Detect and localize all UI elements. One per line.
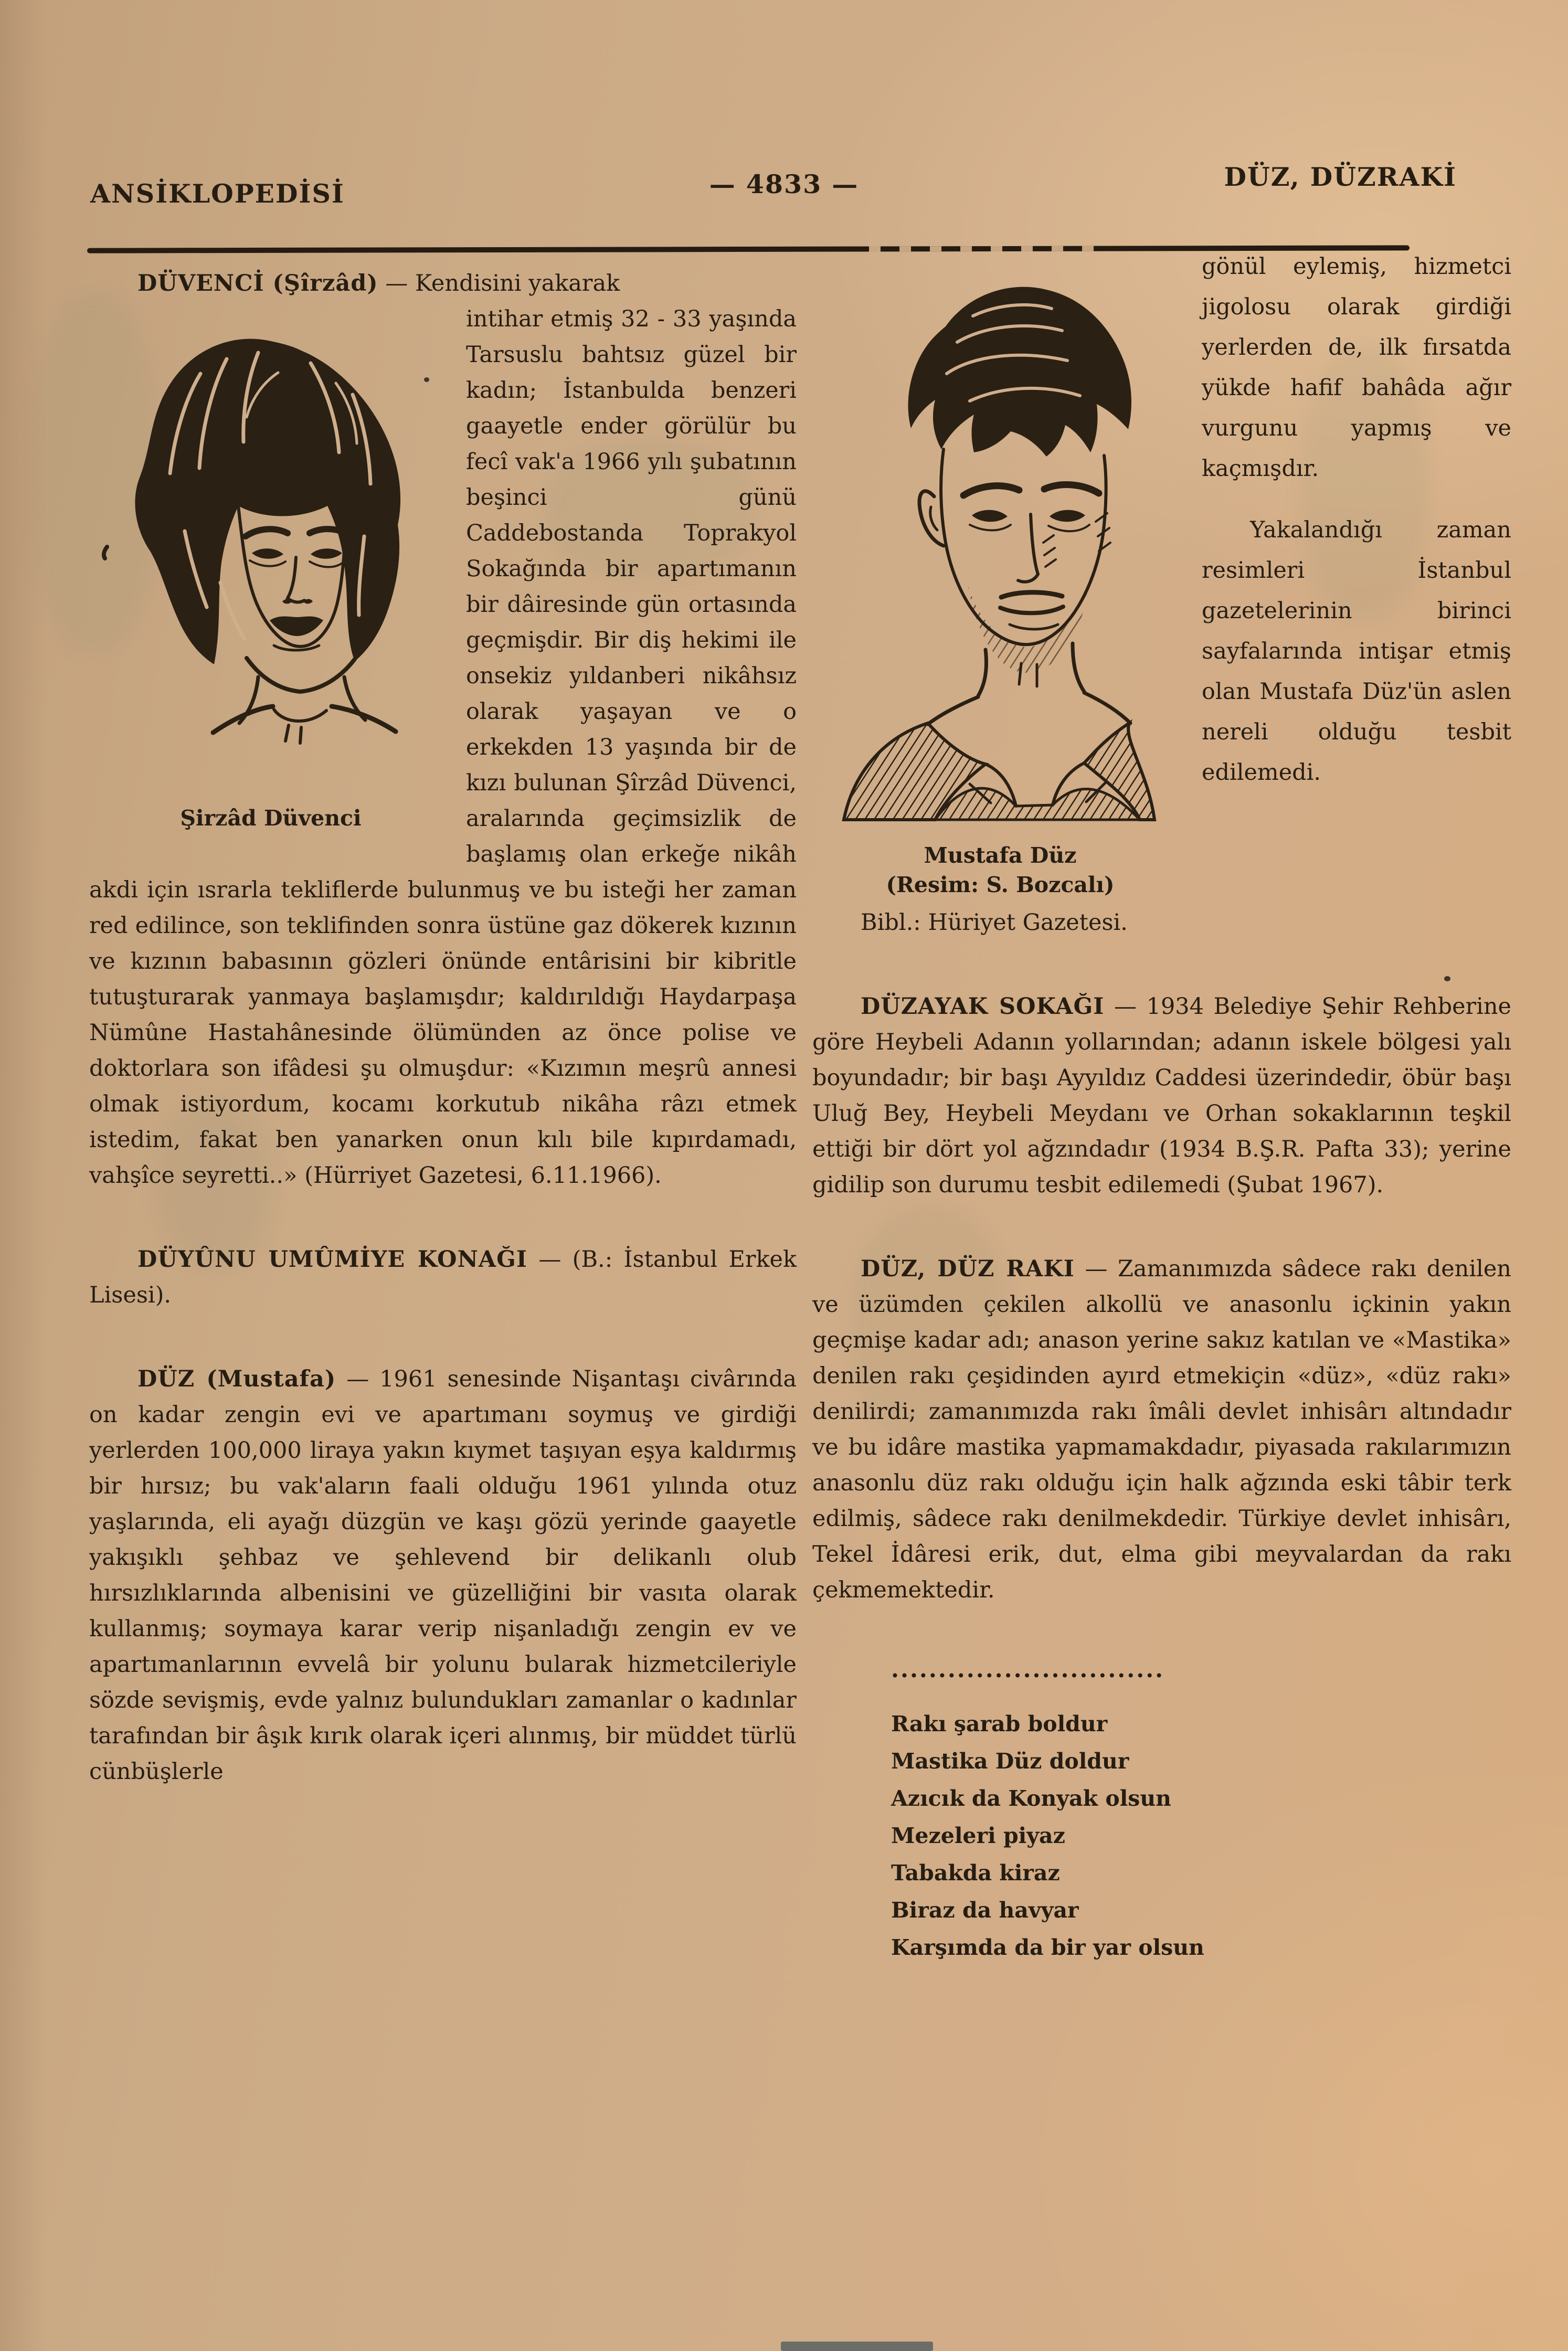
woman-portrait-sketch <box>89 310 452 785</box>
verse-line: Mezeleri piyaz <box>891 1823 1065 1848</box>
entry-body-duvenci: intihar etmiş 32 - 33 yaşında Tarsuslu bahtsız güzel bir kadın; İstanbulda benzeri gaayetle ender görülür bu fecî vak'a 1966 yılı şubatının beşinci günü Caddebostanda Toprakyol Sokağında bir apartımanın bir dâiresinde gün ortasında geçmişdir. Bir diş hekimi ile onsekiz yıldanberi nikâhsız olarak yaşayan ve o erkekden 13 yaşında bir de kızı bulunan Şîrzâd Düvenci, aralarında geçimsizlik de başlamış olan erkeğe nikâh akdi için ısrarla tekliflerde bulunmuş ve bu isteği her zaman red edilince, son teklifinden sonra üstüne gaz dökerek kızının ve kızının babasının gözleri önünde entârisini bir kibritle tutuşturarak yanmaya başlamışdır; kaldırıldığı Haydarpaşa Nümûne Hastahânesinde ölümünden az önce polise ve doktorlara son ifâdesi şu olmuşdur: «Kızımın meşrû annesi olmak istiyordum, kocamı korkutub nikâha râzı etmek istedim, fakat ben yanarken onun kılı bile kıpırdamadı, vahşîce seyretti..» (Hürriyet Gazetesi, 6.11.1966). <box>89 306 797 1189</box>
duz-mustafa-continuation: gönül eylemiş, hizmetci jigolosu olarak girdiği yerlerden de, ilk fırsatda yükde hafif bahâda ağır vurgunu yapmış ve kaçmışdır. <box>1202 253 1511 482</box>
verse-line: Biraz da havyar <box>891 1898 1079 1923</box>
entry-body-duzayak: — 1934 Belediye Şehir Rehberine göre Heybeli Adanın yollarından; adanın iskele bölgesi yalı boyundadır; bir başı Ayyıldız Caddesi üzerindedir, öbür başı Uluğ Bey, Heybeli Meydanı ve Orhan sokaklarının teşkil ettiği bir dört yol ağzındadır (1934 B.Ş.R. Pafta 33); yerine gidilip son durumu tesbit edilemedi (Şubat 1967). <box>812 993 1511 1198</box>
entry-term: DÜZ, DÜZ RAKI <box>861 1256 1075 1282</box>
duz-mustafa-continuation-2: Yakalandığı zaman resimleri İstanbul gazetelerinin birinci sayfalarında intişar etmiş olan Mustafa Düz'ün aslen nereli olduğu tesbit edilemedi. <box>1202 517 1511 786</box>
portrait-caption-duvenci: Şirzâd Düvenci <box>180 806 362 831</box>
right-column <box>812 247 1511 1966</box>
entry-term: DÜZAYAK SOKAĞI <box>861 993 1105 1020</box>
running-head <box>0 162 1568 209</box>
entry-heading-duyunu <box>89 1242 797 1313</box>
man-portrait-sketch <box>812 249 1188 822</box>
left-column <box>89 266 797 1789</box>
page-number: — 4833 — <box>709 169 859 199</box>
verse-line: Rakı şarab boldur <box>891 1711 1108 1736</box>
folk-verse <box>812 1706 1511 1966</box>
bibliography-line: Bibl.: Hüriyet Gazetesi. <box>861 909 1128 936</box>
caption-name: Mustafa Düz <box>924 843 1077 868</box>
entry-duz-mustafa <box>89 1361 797 1789</box>
portrait-caption-mustafa <box>812 841 1188 899</box>
entry-body-duz-mustafa: — 1961 senesinde Nişantaşı civârında on kadar zengin evi ve apartımanı soymuş ve girdiği yerlerden 100,000 liraya yakın kıymet taşıyan eşya kaldırmış bir hırsız; bu vak'aların faali olduğu 1961 yılında otuz yaşlarında, eli ayağı düzgün ve kaşı gözü yerinde gaayetle yakışıklı şehbaz ve şehlevend bir delikanlı olub hırsızlıklarında albenisini ve güzelliğini bir vasıta olarak kullanmış; soymaya karar verip nişanladığı zengin ev ve apartımanlarının evvelâ bir yolunu bularak hizmetcileriyle sözde sevişmiş, evde yalnız bulundukları zamanlar o kadınlar tarafından bir âşık kırık olarak içeri alınmış, bir müddet türlü cünbüşlerle <box>89 1366 797 1785</box>
entry-term: DÜVENCİ (Şîrzâd) <box>137 270 378 296</box>
portrait-mustafa-duz <box>812 249 1188 899</box>
portrait-sirzad-duvenci <box>89 310 452 833</box>
verse-line: Mastika Düz doldur <box>891 1749 1129 1774</box>
page-edge-shadow <box>781 2342 933 2351</box>
entry-heading-duvenci <box>89 266 797 301</box>
entry-term: DÜZ (Mustafa) <box>137 1366 336 1392</box>
entry-heading-text: — (B.: İstanbul Erkek Lisesi). <box>89 1246 797 1308</box>
entry-duzayak <box>812 989 1511 1203</box>
entry-duz-raki <box>812 1251 1511 1608</box>
entry-body-duz-raki: — Zamanımızda sâdece rakı denilen ve üzümden çekilen alkollü ve anasonlu içkinin yakın geçmişe kadar adı; anason yerine sakız katılan ve «Mastika» denilen rakı çeşidinden ayırd etmekiçin «düz», «düz rakı» denilirdi; zamanımızda rakı îmâli devlet inhisârı altındadır ve bu idâre mastika yapmamakdadır, piyasada rakılarımızın anasonlu düz rakı olduğu için halk ağzında eski tâbir terk edilmiş, sâdece rakı denilmekdedir. Türkiye devlet inhisârı, Tekel İdâresi erik, dut, elma gibi meyvalardan da rakı çekmemektedir. <box>812 1256 1511 1603</box>
entry-term: DÜYÛNU UMÛMİYE KONAĞI <box>137 1246 528 1273</box>
caption-credit: (Resim: S. Bozcalı) <box>886 872 1115 897</box>
running-head-title: ANSİKLOPEDİSİ <box>90 178 345 209</box>
verse-ellipsis: ............................. <box>891 1657 1165 1683</box>
running-head-keywords: DÜZ, DÜZRAKİ <box>1224 162 1457 192</box>
verse-line: Karşımda da bir yar olsun <box>891 1935 1204 1960</box>
entry-heading-text: — Kendisini yakarak <box>378 270 620 296</box>
verse-line: Azıcık da Konyak olsun <box>891 1786 1171 1811</box>
verse-line: Tabakda kiraz <box>891 1860 1060 1886</box>
